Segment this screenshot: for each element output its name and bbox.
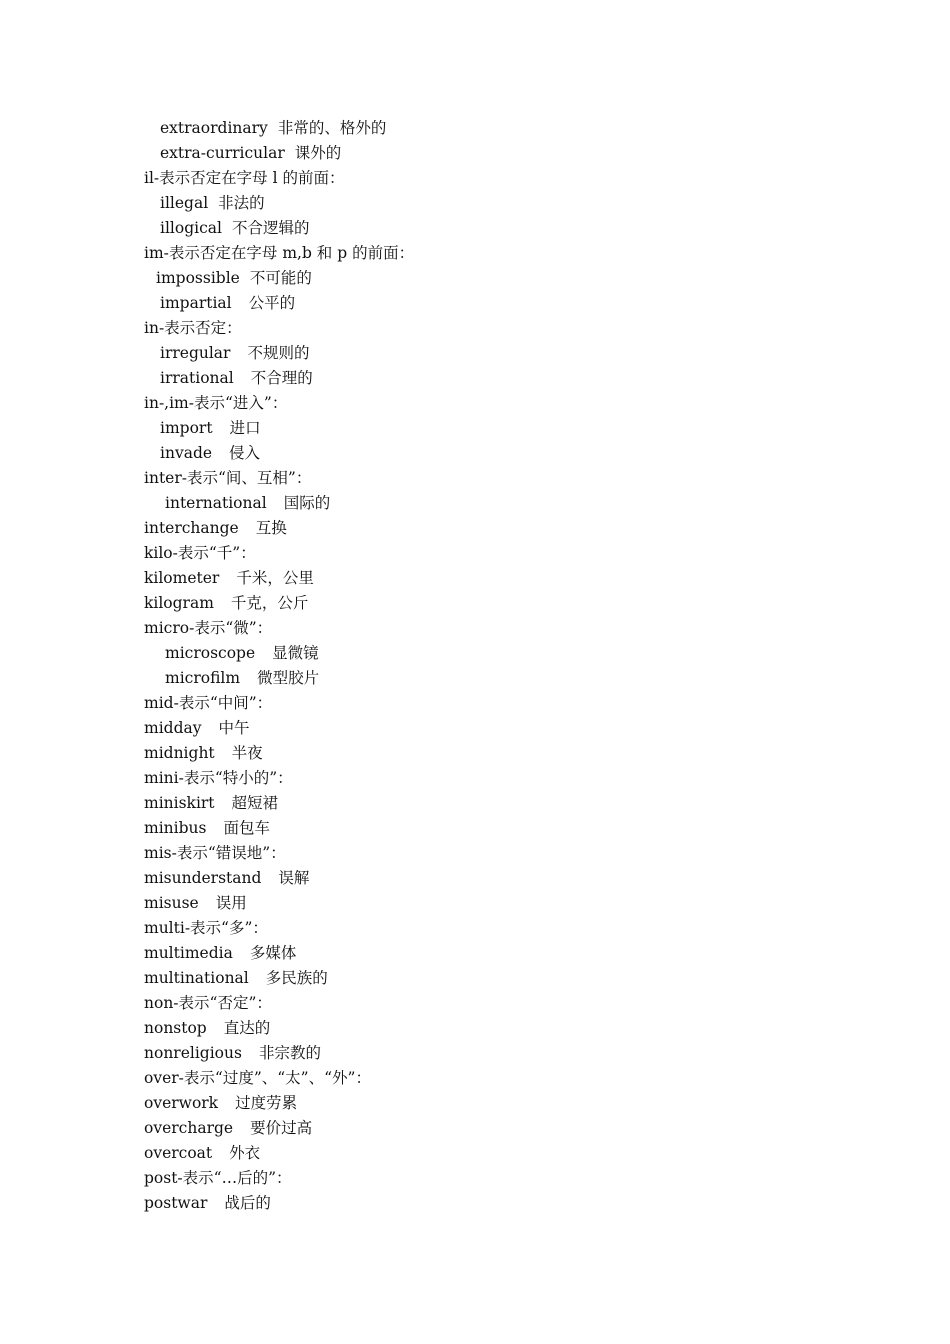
vocab-entry	[0, 1041, 950, 1066]
vocab-entry	[0, 266, 950, 291]
prefix-heading	[0, 1166, 950, 1191]
vocab-word: extraordinary	[160, 119, 268, 137]
vocabulary-list	[0, 116, 950, 1216]
vocab-word: import	[160, 419, 213, 437]
vocab-word: international	[165, 494, 267, 512]
vocab-meaning: 要价过高	[250, 1119, 313, 1137]
vocab-meaning: 直达的	[223, 1019, 271, 1037]
prefix-heading-text: post-表示“…后的”：	[144, 1169, 292, 1187]
vocab-word: misunderstand	[144, 869, 262, 887]
vocab-word: nonstop	[144, 1019, 207, 1037]
prefix-heading-text: in-表示否定：	[144, 319, 242, 337]
vocab-meaning: 非宗教的	[258, 1044, 321, 1062]
prefix-heading-text: in-,im-表示“进入”：	[144, 394, 288, 412]
vocab-entry	[0, 816, 950, 841]
prefix-heading-text: micro-表示“微”：	[144, 619, 273, 637]
vocab-meaning: 误解	[278, 869, 310, 887]
prefix-heading	[0, 316, 950, 341]
vocab-word: multimedia	[144, 944, 233, 962]
vocab-entry	[0, 116, 950, 141]
vocab-entry	[0, 416, 950, 441]
vocab-meaning: 微型胶片	[257, 669, 320, 687]
vocab-meaning: 千克，公斤	[230, 594, 309, 612]
prefix-heading	[0, 241, 950, 266]
vocab-word: overcoat	[144, 1144, 213, 1162]
vocab-entry	[0, 866, 950, 891]
vocab-word: miniskirt	[144, 794, 215, 812]
vocab-word: overcharge	[144, 1119, 234, 1137]
vocab-entry	[0, 366, 950, 391]
vocab-entry	[0, 566, 950, 591]
vocab-word: irregular	[160, 344, 231, 362]
vocab-entry	[0, 1141, 950, 1166]
prefix-heading	[0, 466, 950, 491]
vocab-meaning: 外衣	[229, 1144, 261, 1162]
prefix-heading	[0, 916, 950, 941]
vocab-meaning: 千米，公里	[236, 569, 314, 587]
vocab-meaning: 多媒体	[249, 944, 297, 962]
vocab-meaning: 课外的	[294, 144, 342, 162]
vocab-word: impossible	[156, 269, 240, 287]
vocab-entry	[0, 741, 950, 766]
prefix-heading-text: mid-表示“中间”：	[144, 694, 273, 712]
vocab-entry	[0, 341, 950, 366]
vocab-entry	[0, 1191, 950, 1216]
vocab-meaning: 半夜	[231, 744, 263, 762]
vocab-meaning: 不规则的	[247, 344, 310, 362]
vocab-word: nonreligious	[144, 1044, 242, 1062]
prefix-heading-text: inter-表示“间、互相”：	[144, 469, 312, 487]
prefix-heading-text: multi-表示“多”：	[144, 919, 268, 937]
vocab-word: microscope	[165, 644, 256, 662]
vocab-meaning: 国际的	[283, 494, 331, 512]
vocab-meaning: 不合理的	[250, 369, 313, 387]
vocab-entry	[0, 141, 950, 166]
prefix-heading	[0, 166, 950, 191]
vocab-word: midnight	[144, 744, 215, 762]
prefix-heading	[0, 541, 950, 566]
vocab-entry	[0, 1016, 950, 1041]
vocab-entry	[0, 491, 950, 516]
vocab-word: impartial	[160, 294, 232, 312]
vocab-entry	[0, 716, 950, 741]
vocab-entry	[0, 966, 950, 991]
vocab-entry	[0, 641, 950, 666]
vocab-meaning: 非常的、格外的	[277, 119, 387, 137]
prefix-heading	[0, 991, 950, 1016]
vocab-entry	[0, 591, 950, 616]
vocab-word: multinational	[144, 969, 249, 987]
vocab-entry	[0, 1116, 950, 1141]
vocab-entry	[0, 941, 950, 966]
vocab-word: microfilm	[165, 669, 241, 687]
prefix-heading-text: il-表示否定在字母 l 的前面：	[144, 169, 345, 187]
vocab-meaning: 超短裙	[231, 794, 279, 812]
vocab-meaning: 互换	[255, 519, 287, 537]
prefix-heading-text: over-表示“过度”、“太”、“外”：	[144, 1069, 371, 1087]
prefix-heading-text: kilo-表示“千”：	[144, 544, 256, 562]
vocab-entry	[0, 791, 950, 816]
vocab-entry	[0, 291, 950, 316]
vocab-word: illegal	[160, 194, 209, 212]
vocab-entry	[0, 891, 950, 916]
vocab-meaning: 过度劳累	[235, 1094, 298, 1112]
vocab-word: midday	[144, 719, 202, 737]
vocab-entry	[0, 666, 950, 691]
prefix-heading	[0, 691, 950, 716]
prefix-heading-text: mis-表示“错误地”：	[144, 844, 286, 862]
vocab-meaning: 显微镜	[272, 644, 319, 662]
vocab-meaning: 面包车	[223, 819, 270, 837]
vocab-word: overwork	[144, 1094, 219, 1112]
vocab-word: irrational	[160, 369, 234, 387]
prefix-heading	[0, 391, 950, 416]
vocab-meaning: 不可能的	[249, 269, 312, 287]
vocab-meaning: 多民族的	[265, 969, 328, 987]
prefix-heading	[0, 766, 950, 791]
vocab-word: minibus	[144, 819, 207, 837]
vocab-meaning: 不合逻辑的	[231, 219, 310, 237]
vocab-meaning: 公平的	[248, 294, 296, 312]
vocab-meaning: 中午	[218, 719, 250, 737]
vocab-word: invade	[160, 444, 213, 462]
vocab-word: kilometer	[144, 569, 220, 587]
vocab-meaning: 战后的	[224, 1194, 271, 1212]
vocab-word: interchange	[144, 519, 239, 537]
vocab-word: illogical	[160, 219, 222, 237]
vocab-word: extra-curricular	[160, 144, 285, 162]
vocab-meaning: 误用	[215, 894, 247, 912]
vocab-meaning: 非法的	[218, 194, 265, 212]
vocab-meaning: 侵入	[229, 444, 261, 462]
vocab-entry	[0, 441, 950, 466]
prefix-heading-text: non-表示“否定”：	[144, 994, 272, 1012]
vocab-entry	[0, 191, 950, 216]
vocab-word: kilogram	[144, 594, 214, 612]
vocab-meaning: 进口	[229, 419, 261, 437]
vocab-entry	[0, 216, 950, 241]
prefix-heading	[0, 841, 950, 866]
vocab-word: postwar	[144, 1194, 208, 1212]
prefix-heading-text: im-表示否定在字母 m,b 和 p 的前面：	[144, 244, 415, 262]
prefix-heading	[0, 1066, 950, 1091]
prefix-heading	[0, 616, 950, 641]
vocab-entry	[0, 516, 950, 541]
prefix-heading-text: mini-表示“特小的”：	[144, 769, 293, 787]
vocab-entry	[0, 1091, 950, 1116]
vocab-word: misuse	[144, 894, 199, 912]
